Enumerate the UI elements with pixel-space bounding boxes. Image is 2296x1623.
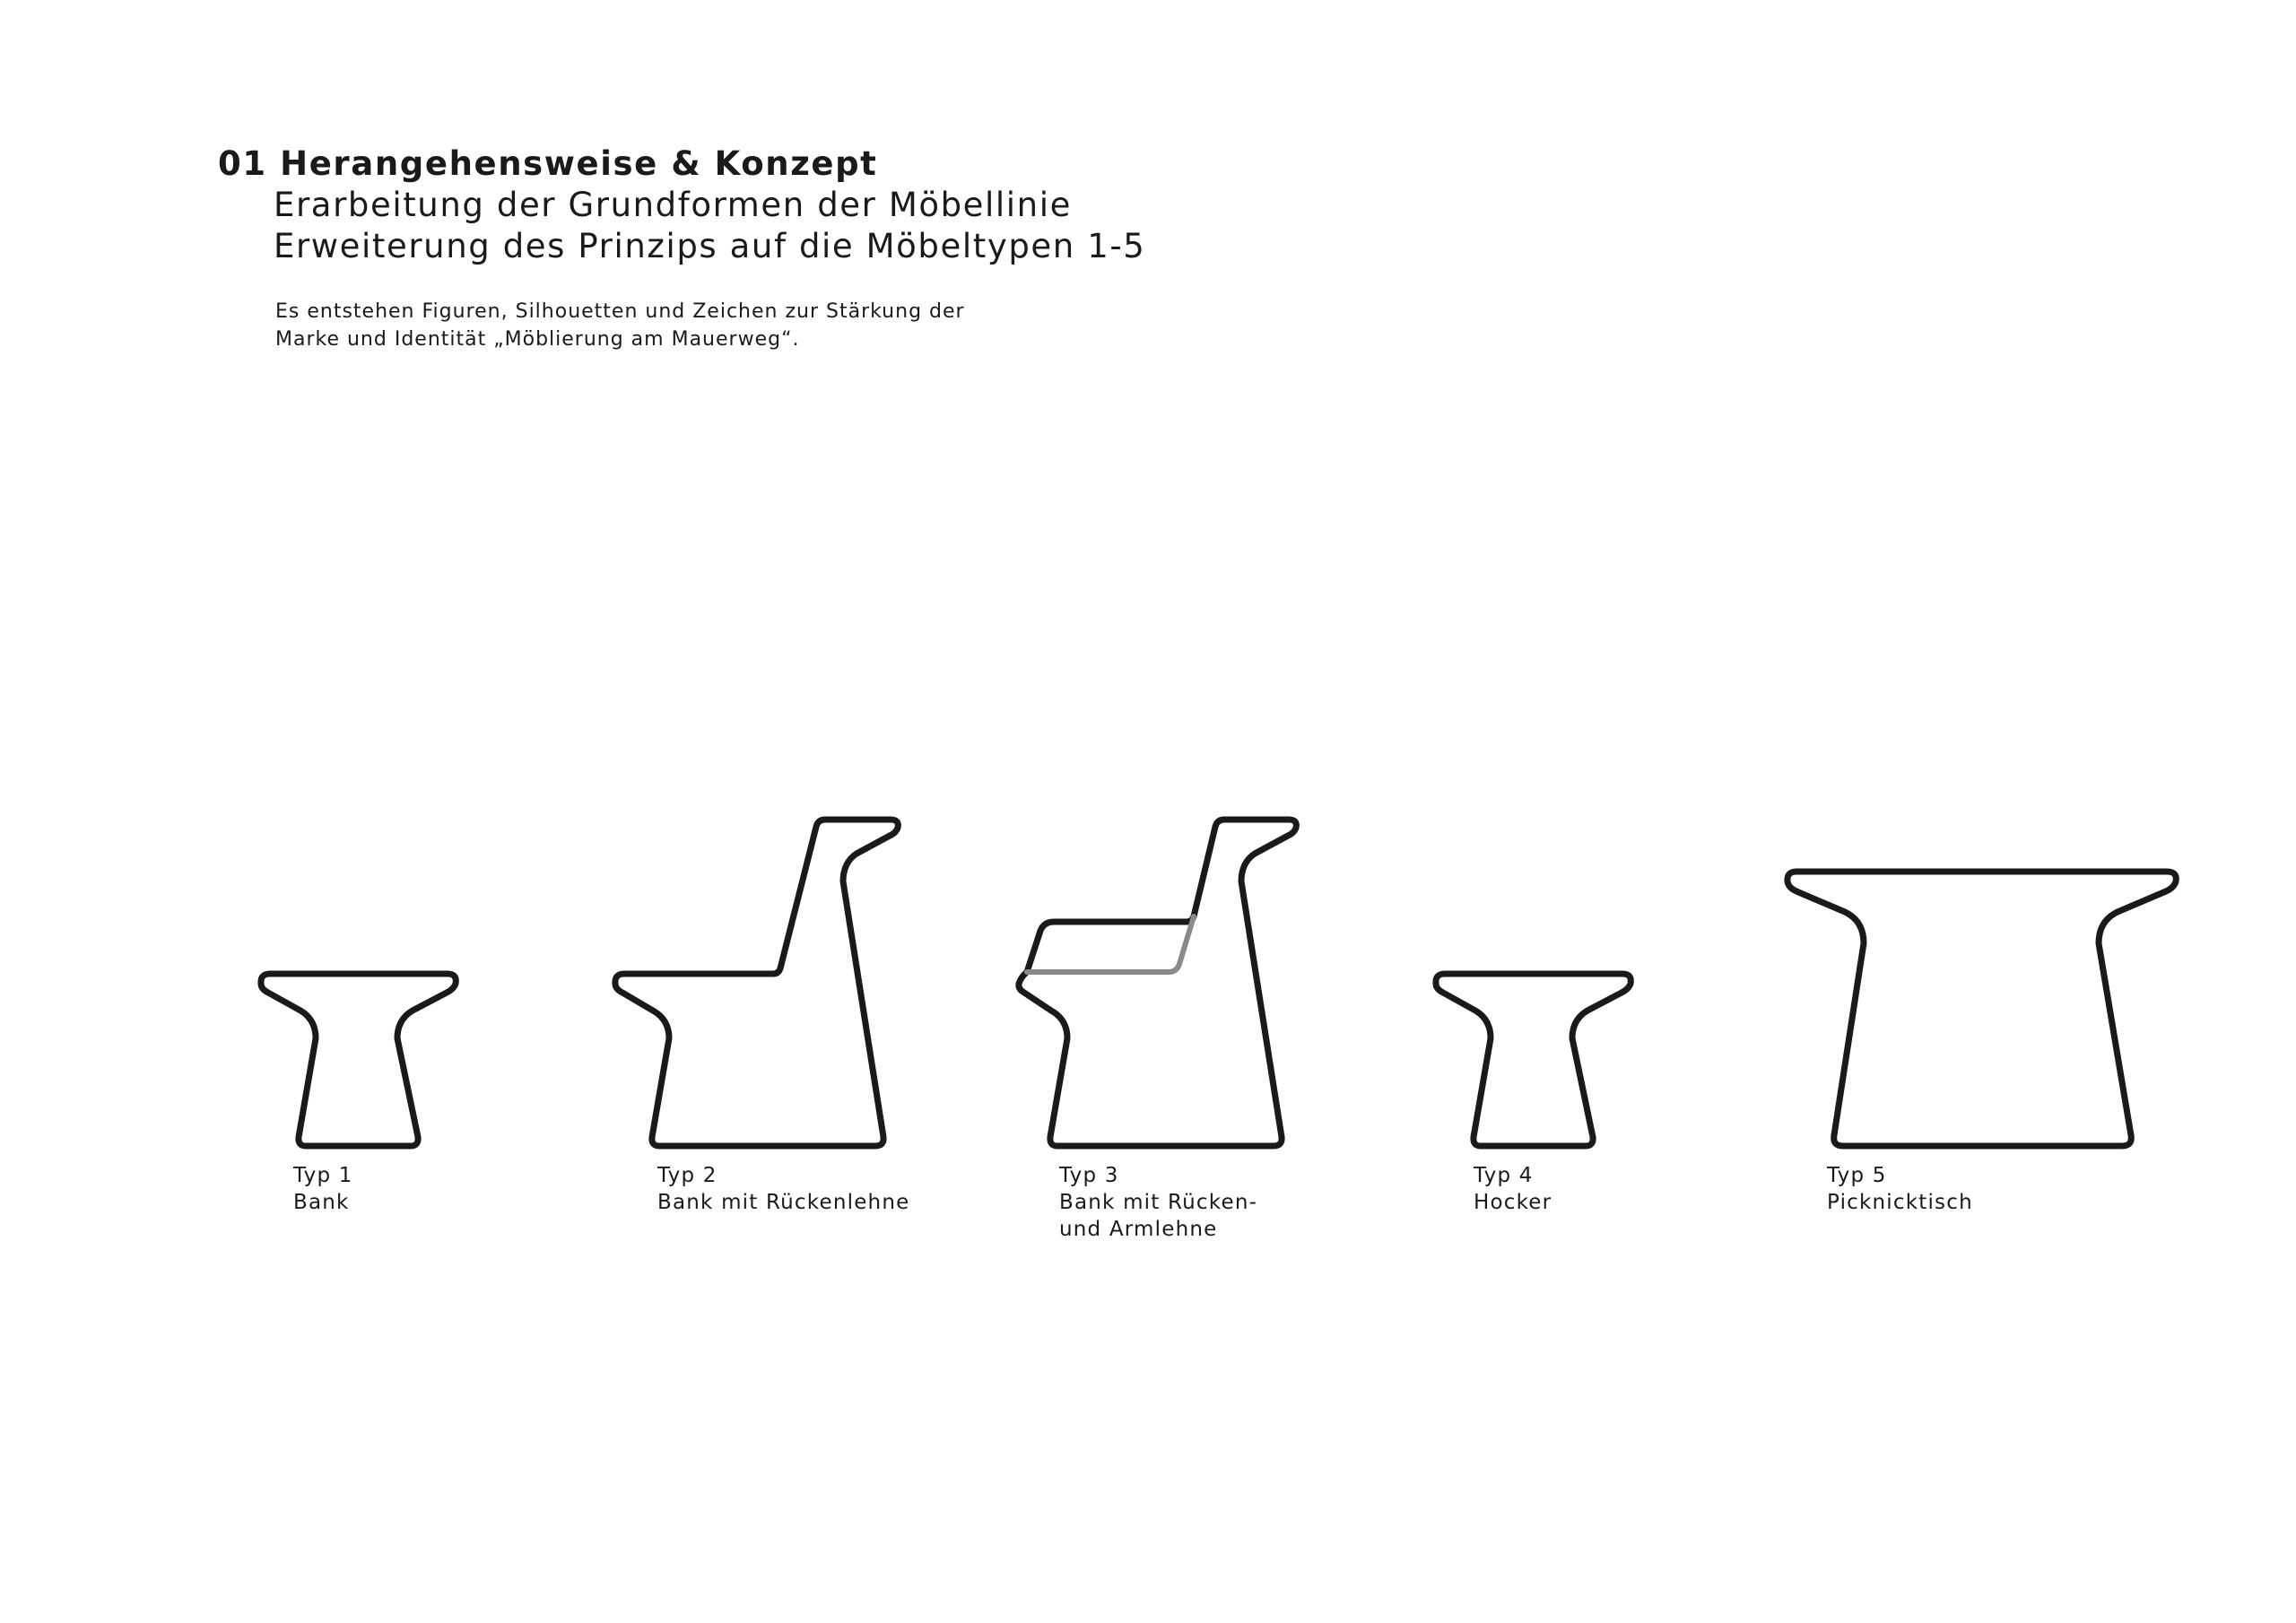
intro-line-2: Marke und Identität „Möblierung am Mauerweg“. [275,328,800,351]
caption-typ-1 [293,1162,353,1216]
section-subtitle-2: Erweiterung des Prinzips auf die Möbeltypen 1-5 [274,227,1146,265]
caption-typ-2-name: Bank mit Rückenlehne [657,1191,910,1214]
caption-typ-2-label: Typ 2 [657,1164,718,1187]
typ3-bank-arm-backrest-icon [1019,820,1296,1146]
typ2-bank-backrest-icon [615,820,898,1146]
caption-typ-3-name-2: und Armlehne [1059,1218,1218,1241]
intro-line-1: Es entstehen Figuren, Silhouetten und Zeichen zur Stärkung der [275,300,965,323]
typ4-hocker-icon [1436,974,1631,1146]
caption-typ-2 [657,1162,909,1216]
caption-typ-5 [1827,1162,1973,1216]
caption-typ-1-label: Typ 1 [293,1164,353,1187]
caption-typ-5-name: Picknicktisch [1827,1191,1973,1214]
caption-typ-4-label: Typ 4 [1474,1164,1534,1187]
caption-typ-3-name-1: Bank mit Rücken- [1059,1191,1258,1214]
caption-typ-4-name: Hocker [1474,1191,1552,1214]
typ5-picknicktisch-icon [1787,872,2176,1146]
caption-typ-1-name: Bank [293,1191,350,1214]
typ1-bank-icon [261,974,456,1146]
caption-typ-5-label: Typ 5 [1827,1164,1887,1187]
section-title: 01 Herangehensweise & Konzept [218,144,878,183]
caption-typ-3-label: Typ 3 [1059,1164,1119,1187]
caption-typ-3 [1059,1162,1257,1243]
caption-typ-4 [1474,1162,1552,1216]
section-subtitle-1: Erarbeitung der Grundformen der Möbellinie [274,186,1072,224]
